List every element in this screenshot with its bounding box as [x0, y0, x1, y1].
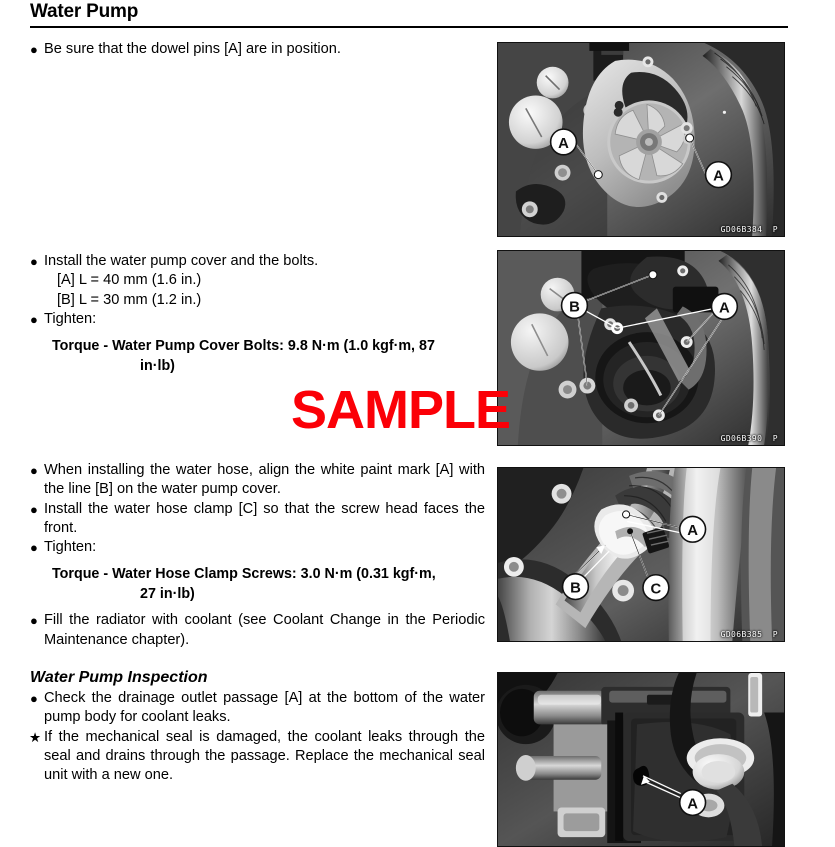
bullet-icon: ●	[30, 540, 38, 556]
section-dowel-pins	[30, 40, 485, 59]
sub-line-a: [A] L = 40 mm (1.6 in.)	[57, 272, 202, 289]
list-item	[30, 728, 485, 786]
fig-cover-bolts	[497, 250, 785, 446]
sample-watermark: SAMPLE	[291, 380, 511, 440]
spacer	[30, 604, 485, 611]
section-water-hose	[30, 461, 485, 650]
fig-drainage-outlet-image	[498, 673, 784, 846]
section-install-cover	[30, 252, 485, 376]
list-item	[30, 310, 485, 329]
svg-text:C: C	[650, 581, 662, 598]
torque-continuation: 27 in·lb)	[140, 586, 195, 603]
svg-text:A: A	[687, 796, 699, 813]
sub-line-b: [B] L = 30 mm (1.2 in.)	[57, 291, 202, 308]
torque-continuation: in·lb)	[140, 358, 175, 375]
torque-spec	[30, 336, 485, 376]
list-item	[30, 252, 485, 271]
spacer	[30, 329, 485, 336]
figure-code: GD06B385 P	[720, 630, 778, 639]
svg-text:A: A	[719, 300, 730, 317]
fig-cover-bolts-image	[498, 251, 784, 445]
bullet-icon: ●	[30, 254, 38, 269]
title-divider	[30, 26, 788, 28]
list-item-text: Be sure that the dowel pins [A] are in position.	[44, 41, 341, 57]
star-icon: ★	[29, 729, 42, 745]
list-item-text: If the mechanical seal is damaged, the coolant leaks through the seal and drains through the passage. Replace the mechanical seal unit with a new one.	[44, 728, 485, 784]
section-inspection	[30, 667, 485, 785]
list-item	[30, 500, 485, 539]
bullet-icon: ●	[30, 42, 38, 57]
list-item-text: When installing the water hose, align the white paint mark [A] with the line [B] on the water pump cover.	[44, 462, 485, 498]
bullet-icon: ●	[30, 613, 38, 629]
svg-text:A: A	[687, 523, 699, 540]
spacer	[30, 557, 485, 564]
svg-text:B: B	[569, 299, 580, 316]
list-item-text: Install the water hose clamp [C] so that the screw head faces the front.	[44, 500, 485, 536]
fig-dowel-pins-image	[498, 43, 784, 236]
figure-code: GD06B390 P	[720, 434, 778, 443]
fig-hose-clamp	[497, 467, 785, 642]
fig-dowel-pins	[497, 42, 785, 237]
section-heading: Water Pump Inspection	[30, 669, 208, 686]
list-item	[30, 40, 485, 59]
svg-text:A: A	[713, 168, 724, 185]
torque-label: Torque - Water Hose Clamp Screws: 3.0 N·m (0.31 kgf·m,	[52, 566, 436, 583]
bullet-icon: ●	[30, 311, 38, 327]
torque-spec	[30, 564, 485, 604]
svg-text:A: A	[558, 135, 569, 152]
figure-code: GD06B384 P	[720, 225, 778, 234]
list-item	[30, 689, 485, 728]
list-item-text: Check the drainage outlet passage [A] at the bottom of the water pump body for coolant leaks.	[44, 690, 485, 726]
svg-text:B: B	[570, 580, 581, 597]
list-item-text: Tighten:	[44, 539, 97, 556]
list-item-text: Tighten:	[44, 310, 97, 327]
bullet-icon: ●	[30, 501, 38, 517]
page-title: Water Pump	[30, 1, 139, 22]
torque-label: Torque - Water Pump Cover Bolts: 9.8 N·m (1.0 kgf·m, 87	[52, 338, 435, 355]
bullet-icon: ●	[30, 463, 38, 478]
bullet-icon: ●	[30, 691, 38, 706]
list-item-text: Fill the radiator with coolant (see Coolant Change in the Periodic Maintenance chapter).	[44, 612, 485, 648]
list-item	[30, 538, 485, 557]
list-item	[30, 611, 485, 650]
list-item	[30, 461, 485, 500]
fig-hose-clamp-image	[498, 468, 784, 641]
fig-drainage-outlet	[497, 672, 785, 847]
list-item-text: Install the water pump cover and the bolts.	[44, 253, 319, 269]
